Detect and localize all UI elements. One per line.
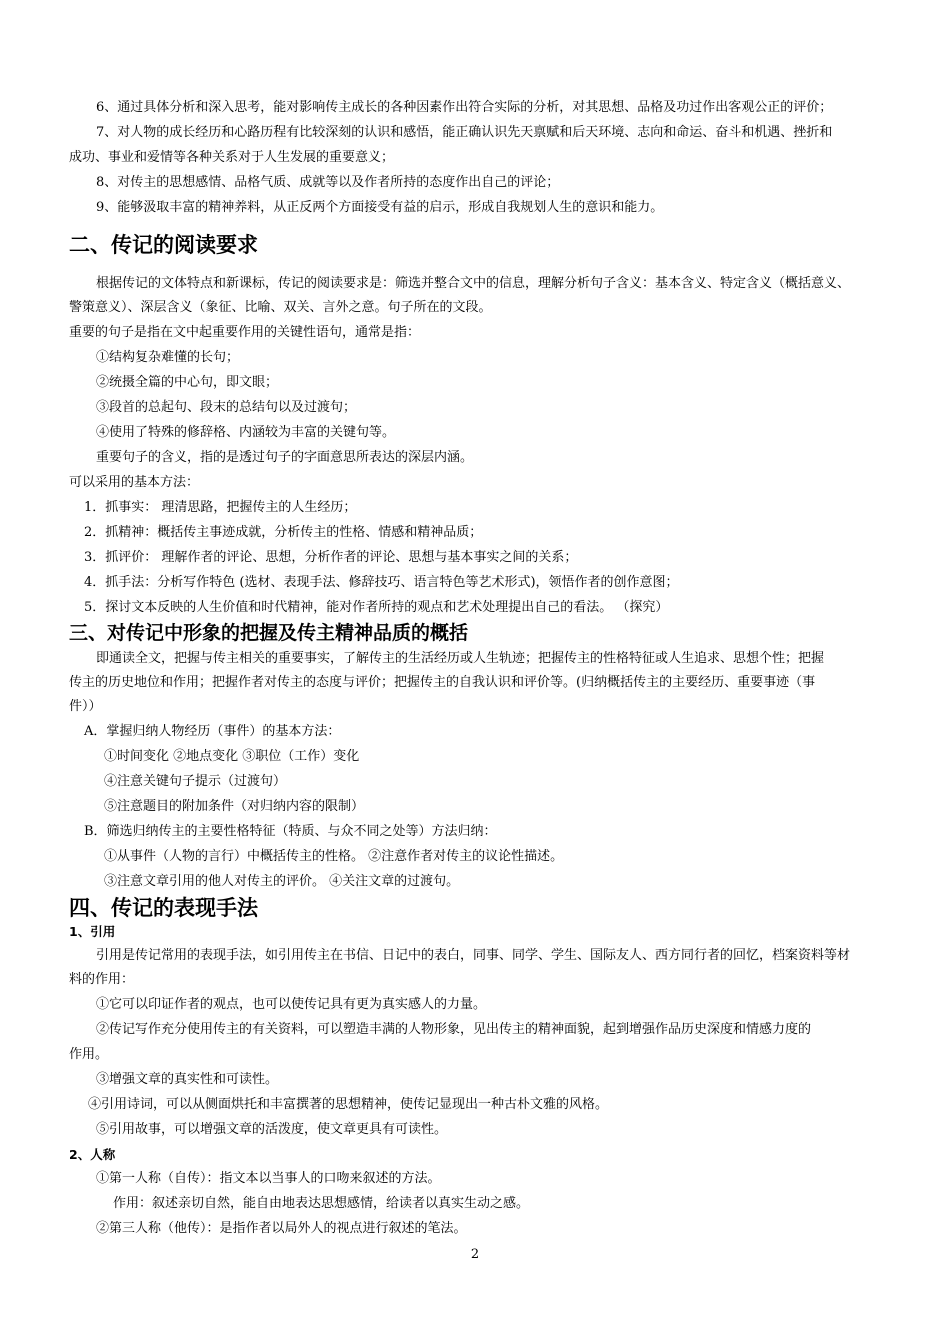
section-heading: 二、传记的阅读要求 (69, 233, 258, 257)
page-number: 2 (470, 1247, 480, 1262)
paragraph-line: 料的作用： (69, 972, 135, 987)
paragraph-line: 警策意义）、深层含义（象征、比喻、双关、言外之意。句子所在的文段。 (69, 300, 492, 315)
subsection-heading: 1、引用 (69, 924, 116, 939)
subsection-heading: 2、人称 (69, 1147, 116, 1162)
paragraph-line: 重要的句子是指在文中起重要作用的关键性语句，通常是指： (69, 325, 421, 340)
paragraph-line: 件）） (69, 699, 102, 714)
list-item: ①它可以印证作者的观点，也可以使传记具有更为真实感人的力量。 (96, 997, 487, 1012)
list-item: A．掌握归纳人物经历（事件）的基本方法： (84, 724, 341, 739)
list-item: ⑤引用故事，可以增强文章的活泼度，使文章更具有可读性。 (96, 1122, 448, 1137)
list-item: ②第三人称（他传）：是指作者以局外人的视点进行叙述的笔法。 (96, 1221, 467, 1236)
list-item: ④注意关键句子提示（过渡句） (104, 774, 287, 789)
list-item: B．筛选归纳传主的主要性格特征（特质、与众不同之处等）方法归纳： (84, 824, 497, 839)
list-item: ①第一人称（自传）：指文本以当事人的口吻来叙述的方法。 (96, 1171, 441, 1186)
paragraph-line: 7、对人物的成长经历和心路历程有比较深刻的认识和感悟，能正确认识先天禀赋和后天环境、志向和命运、奋斗和机遇、挫折和 (96, 125, 833, 140)
list-item: 2．抓精神：概括传主事迹成就，分析传主的性格、情感和精神品质； (84, 525, 483, 540)
list-item: ④使用了特殊的修辞格、内涵较为丰富的关键句等。 (96, 425, 396, 440)
paragraph-line: 传主的历史地位和作用；把握作者对传主的态度与评价；把握传主的自我认识和评价等。(归纳概括传主的主要经历、重要事迹（事 (69, 675, 816, 690)
paragraph-line: 成功、事业和爱情等各种关系对于人生发展的重要意义； (69, 150, 395, 165)
paragraph-line: 根据传记的文体特点和新课标，传记的阅读要求是：筛选并整合文中的信息，理解分析句子含义：基本含义、特定含义（概括意义、 (96, 276, 851, 291)
list-item: ②传记写作充分使用传主的有关资料，可以塑造丰满的人物形象，见出传主的精神面貌，起到增强作品历史深度和情感力度的 (96, 1022, 812, 1037)
paragraph-line: 8、对传主的思想感情、品格气质、成就等以及作者所持的态度作出自己的评论； (96, 175, 560, 190)
list-item: ③段首的总起句、段末的总结句以及过渡句； (96, 400, 357, 415)
list-item: ④引用诗词，可以从侧面烘托和丰富撰著的思想精神，使传记显现出一种古朴文雅的风格。 (88, 1097, 609, 1112)
paragraph-line: 引用是传记常用的表现手法，如引用传主在书信、日记中的表白，同事、同学、学生、国际友人、西方同行者的回忆，档案资料等材 (96, 948, 851, 963)
list-item: ⑤注意题目的附加条件（对归纳内容的限制） (104, 799, 365, 814)
list-item: 4．抓手法：分析写作特色 (选材、表现手法、修辞技巧、语言特色等艺术形式)，领悟作者的创作意图； (84, 575, 679, 590)
list-item: ①时间变化 ②地点变化 ③职位（工作）变化 (104, 749, 360, 764)
list-item: ①从事件（人物的言行）中概括传主的性格。 ②注意作者对传主的议论性描述。 (104, 849, 564, 864)
list-item: 5．探讨文本反映的人生价值和时代精神，能对作者所持的观点和艺术处理提出自己的看法。 （探究） (84, 600, 669, 615)
list-item: ③注意文章引用的他人对传主的评价。 ④关注文章的过渡句。 (104, 874, 460, 889)
paragraph-line: 9、能够汲取丰富的精神养料，从正反两个方面接受有益的启示，形成自我规划人生的意识和能力。 (96, 200, 664, 215)
section-heading: 四、传记的表现手法 (69, 896, 258, 920)
paragraph-line: 6、通过具体分析和深入思考，能对影响传主成长的各种因素作出符合实际的分析，对其思想、品格及功过作出客观公正的评价； (96, 100, 833, 115)
list-item: ③增强文章的真实性和可读性。 (96, 1072, 279, 1087)
list-item: 3．抓评价： 理解作者的评论、思想，分析作者的评论、思想与基本事实之间的关系； (84, 550, 578, 565)
paragraph-line: 即通读全文，把握与传主相关的重要事实，了解传主的生活经历或人生轨迹；把握传主的性格特征或人生追求、思想个性；把握 (96, 651, 825, 666)
list-item: ②统摄全篇的中心句，即文眼； (96, 375, 279, 390)
list-item: ①结构复杂难懂的长句； (96, 350, 240, 365)
paragraph-line: 重要句子的含义，指的是透过句子的字面意思所表达的深层内涵。 (96, 450, 474, 465)
paragraph-line: 作用。 (69, 1047, 109, 1062)
paragraph-line: 作用：叙述亲切自然，能自由地表达思想感情，给读者以真实生动之感。 (113, 1196, 530, 1211)
paragraph-line: 可以采用的基本方法： (69, 475, 200, 490)
section-heading: 三、对传记中形象的把握及传主精神品质的概括 (69, 622, 469, 644)
list-item: 1．抓事实： 理清思路，把握传主的人生经历； (84, 500, 357, 515)
